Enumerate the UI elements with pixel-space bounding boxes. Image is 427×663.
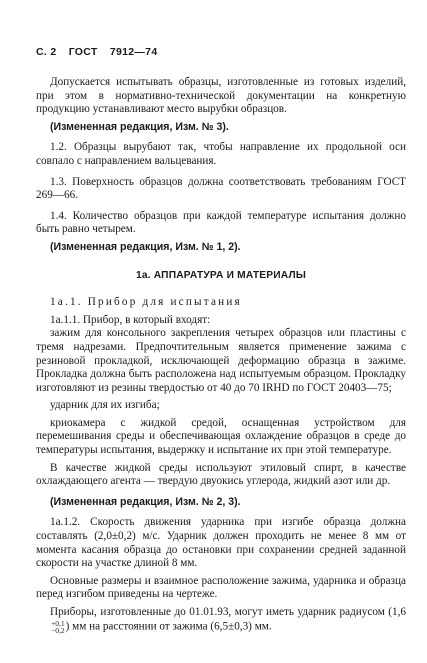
tolerance-lower: −0,2	[51, 625, 65, 635]
tolerance-upper: +0,1	[51, 618, 65, 628]
tolerance-fraction	[37, 620, 65, 634]
paragraph-striker: ударник для их изгиба;	[50, 399, 160, 412]
older-devices-text-a: Приборы, изготовленные до 01.01.93, могут иметь ударник радиусом (1,6	[50, 606, 406, 618]
paragraph-1a-1-1: 1а.1.1. Прибор, в который входят:	[50, 313, 211, 326]
paragraph-1-4: 1.4. Количество образцов при каждой температуре испытания должно быть равно четырем.	[36, 209, 406, 236]
standard-number: 7912—74	[109, 46, 158, 58]
page-number: С. 2	[36, 46, 57, 58]
paragraph-cryochamber: криокамера с жидкой средой, оснащенная устройством для перемешивания среды и обеспечивающая охлаждение образцов в среде до температуры испытания, выдержку и испытание их при этой температуре.	[36, 416, 406, 457]
standard-label: ГОСТ	[68, 46, 98, 58]
paragraph-dimensions: Основные размеры и взаимное расположение зажима, ударника и образца перед изгибом приведены на чертеже.	[36, 574, 406, 601]
paragraph-liquid-medium: В качестве жидкой среды используют этиловый спирт, в качестве охлаждающего агента — твердую двуокись углерода, жидкий азот или др.	[36, 461, 406, 488]
paragraph-samples-from-products: Допускается испытывать образцы, изготовленные из готовых изделий, при этом в нормативно-технической документации на конкретную продукцию устанавливают место вырубки образцов.	[36, 76, 406, 116]
edition-note-1: (Измененная редакция, Изм. № 3).	[50, 120, 229, 133]
paragraph-older-devices	[36, 606, 406, 634]
section-title: 1а. АППАРАТУРА И МАТЕРИАЛЫ	[135, 269, 307, 281]
paragraph-clamp: зажим для консольного закрепления четырех образцов или пластины с тремя надрезами. Предпочтительным является применение зажима с резиновой прокладкой, исключающей деформацию образца в зажиме. Прокладка должна быть расположена над испытуемым образцом. Прокладку изготовляют из резины твердостью от 40 до 70 IRHD по ГОСТ 20403—75;	[36, 327, 406, 394]
document-body	[36, 76, 406, 634]
subsection-title: 1а.1. Прибор для испытания	[50, 296, 242, 309]
edition-note-2: (Измененная редакция, Изм. № 1, 2).	[50, 240, 241, 253]
paragraph-1a-1-2: 1а.1.2. Скорость движения ударника при изгибе образца должна составлять (2,0±0,2) м/с. Ударник должен проходить не менее 8 мм от момента касания образца до остановки при сохранении средней заданной скорости на участке длиной 8 мм.	[36, 516, 406, 570]
edition-note-3: (Измененная редакция, Изм. № 2, 3).	[50, 495, 241, 508]
paragraph-1-3: 1.3. Поверхность образцов должна соответствовать требованиям ГОСТ 269—66.	[36, 175, 406, 202]
older-devices-text-b: ) мм на расстоянии от зажима (6,5±0,3) мм.	[65, 620, 272, 633]
paragraph-1-2: 1.2. Образцы вырубают так, чтобы направление их продольной оси совпало с направлением вальцевания.	[36, 141, 406, 167]
page-header	[36, 46, 166, 58]
